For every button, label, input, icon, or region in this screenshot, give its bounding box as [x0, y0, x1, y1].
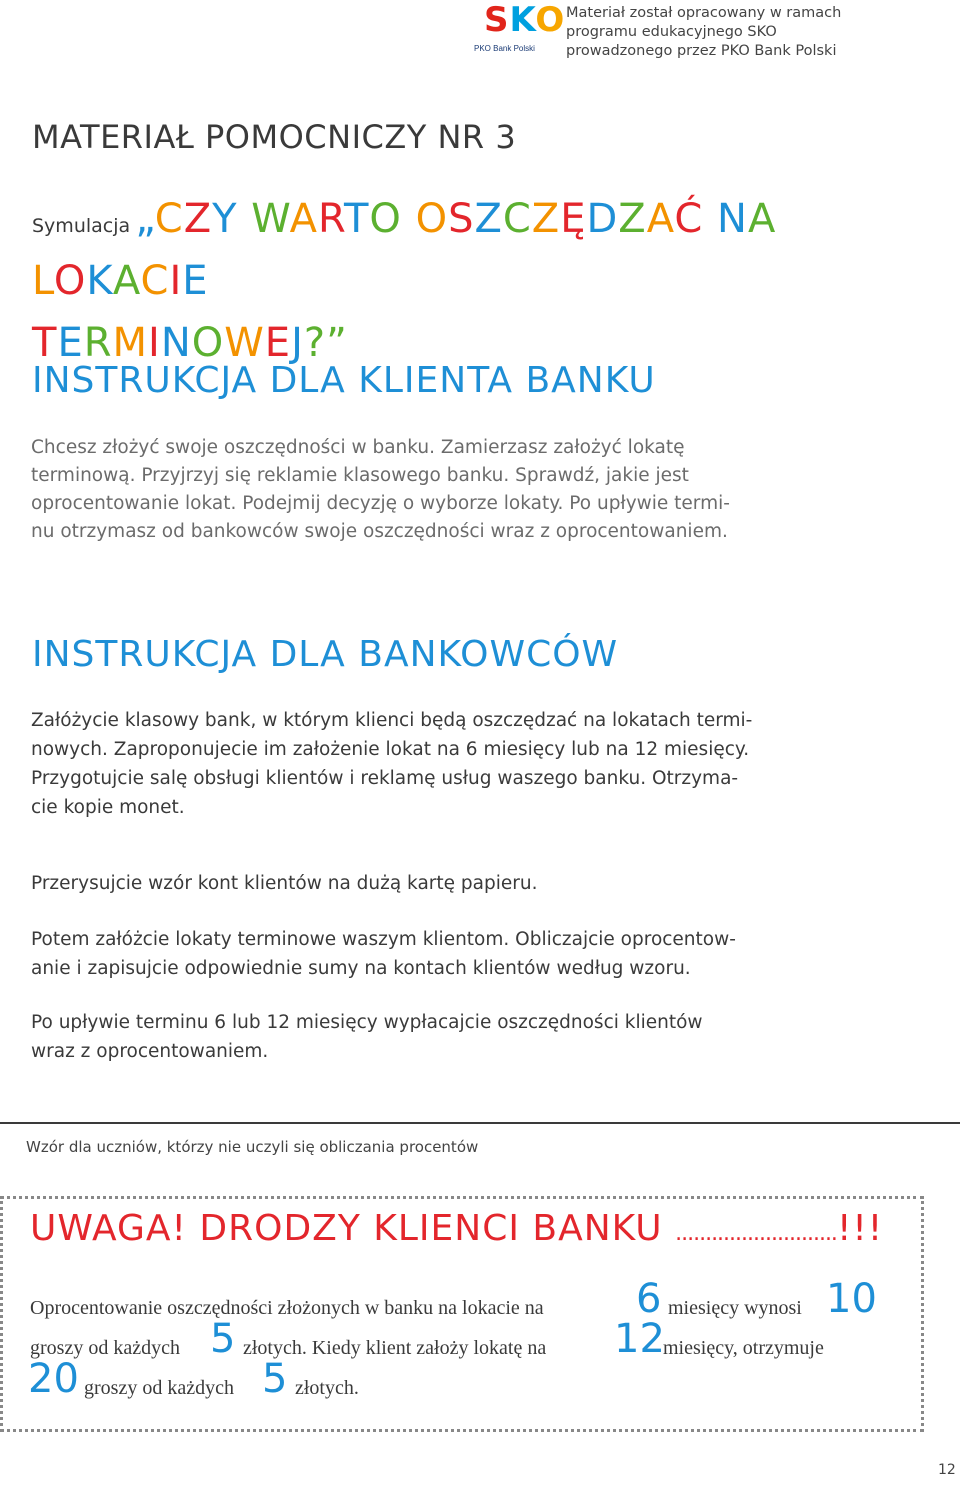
text-line: Przygotujcie salę obsługi klientów i reklamę usług waszego banku. Otrzyma-: [31, 768, 739, 789]
template-line-3b: złotych.: [295, 1377, 359, 1399]
title-letter: O: [191, 320, 225, 366]
text-line: Potem załóżcie lokaty terminowe waszym klientom. Obliczajcie oprocentow-: [31, 929, 736, 950]
title-letter: Ć: [674, 196, 704, 242]
section-divider: [0, 1122, 960, 1124]
title-letter: M: [112, 320, 149, 366]
title-letter: I: [169, 258, 183, 304]
template-heading-text: UWAGA! DRODZY KLIENCI BANKU: [30, 1208, 663, 1249]
simulation-close-quote: ”: [326, 320, 348, 366]
text-line: nowych. Zaproponujecie im założenie lokat na 6 miesięcy lub na 12 miesięcy.: [31, 739, 750, 760]
template-box-right-edge: [921, 1196, 924, 1426]
title-letter: Ę: [560, 196, 587, 242]
title-letter: T: [32, 320, 58, 366]
pko-logo-text: PKO Bank Polski: [474, 44, 535, 53]
page-number: 12: [938, 1462, 956, 1478]
template-number-5: 5: [210, 1316, 236, 1362]
title-letter: Z: [474, 196, 503, 242]
title-letter: E: [264, 320, 292, 366]
text-line: nu otrzymasz od bankowców swoje oszczędności wraz z oprocentowaniem.: [31, 521, 728, 542]
header-note-line: prowadzonego przez PKO Bank Polski: [566, 43, 837, 59]
title-letter: [703, 196, 717, 242]
title-letter: W: [224, 320, 265, 366]
text-line: Załóżycie klasowy bank, w którym klienci będą oszczędzać na lokatach termi-: [31, 710, 753, 731]
title-letter: W: [251, 196, 290, 242]
template-number-10: 10: [826, 1276, 877, 1322]
title-letter: N: [160, 320, 192, 366]
banker-paragraph-3: [31, 925, 931, 983]
title-letter: O: [415, 196, 449, 242]
title-letter: R: [318, 196, 344, 242]
title-letter: A: [112, 258, 141, 304]
title-letter: D: [586, 196, 619, 242]
template-line-2c: miesięcy, otrzymuje: [663, 1337, 824, 1359]
template-line-3a: groszy od każdych: [84, 1377, 234, 1399]
title-letter: T: [343, 196, 370, 242]
title-letter: [402, 196, 416, 242]
simulation-title-block: [32, 188, 932, 374]
simulation-label: Symulacja: [32, 215, 131, 237]
header-note-line: Materiał został opracowany w ramach: [566, 5, 842, 21]
title-letter: S: [448, 196, 475, 242]
header-note: [566, 4, 866, 61]
text-line: anie i zapisujcie odpowiednie sumy na kontach klientów według wzoru.: [31, 958, 691, 979]
template-heading-exclaim: !!!: [836, 1208, 884, 1249]
text-line: oprocentowanie lokat. Podejmij decyzję o wyborze lokaty. Po upływie termi-: [31, 493, 730, 514]
title-letter: E: [57, 320, 84, 366]
title-letter: J: [291, 320, 304, 366]
title-letter: C: [140, 258, 170, 304]
text-line: cie kopie monet.: [31, 797, 185, 818]
text-line: wraz z oprocentowaniem.: [31, 1041, 269, 1062]
title-letter: ?: [303, 320, 327, 366]
template-number-12: 12: [614, 1316, 665, 1362]
title-letter: A: [646, 196, 675, 242]
banker-paragraph-2: Przerysujcie wzór kont klientów na dużą kartę papieru.: [31, 873, 538, 894]
title-letter: Z: [618, 196, 647, 242]
title-letter: Z: [183, 196, 213, 242]
title-letter: C: [154, 196, 184, 242]
simulation-open-quote: „: [135, 196, 155, 242]
template-line-1b: miesięcy wynosi: [668, 1297, 802, 1319]
template-line-2b: złotych. Kiedy klient założy lokatę na: [243, 1337, 547, 1359]
title-letter: Z: [531, 196, 561, 242]
title-letter: O: [53, 258, 87, 304]
template-box-left-edge: [0, 1196, 3, 1426]
title-letter: O: [369, 196, 402, 242]
template-line-1a: Oprocentowanie oszczędności złożonych w banku na lokacie na: [30, 1297, 544, 1319]
template-number-20: 20: [28, 1356, 79, 1402]
title-letter: I: [148, 320, 161, 366]
title-letter: Y: [212, 196, 238, 242]
template-heading: [30, 1208, 883, 1249]
header-note-line: programu edukacyjnego SKO: [566, 24, 777, 40]
banker-paragraph-1: [31, 706, 931, 822]
template-heading-blank: ...........................: [675, 1221, 837, 1246]
title-letter: A: [747, 196, 777, 242]
title-letter: A: [289, 196, 319, 242]
template-number-5: 5: [262, 1356, 288, 1402]
title-letter: K: [86, 258, 113, 304]
banker-paragraph-4: [31, 1008, 931, 1066]
template-label: Wzór dla uczniów, którzy nie uczyli się obliczania procentów: [26, 1138, 479, 1156]
title-letter: C: [502, 196, 532, 242]
text-line: Po upływie terminu 6 lub 12 miesięcy wypłacajcie oszczędności klientów: [31, 1012, 703, 1033]
sko-logo-mark: SKO: [484, 0, 566, 40]
material-title: MATERIAŁ POMOCNICZY NR 3: [32, 118, 517, 156]
title-letter: E: [182, 258, 209, 304]
text-line: terminową. Przyjrzyj się reklamie klasowego banku. Sprawdź, jakie jest: [31, 465, 689, 486]
title-letter: R: [83, 320, 113, 366]
title-letter: [238, 196, 252, 242]
sko-logo: [474, 0, 566, 62]
banker-instructions-heading: INSTRUKCJA DLA BANKOWCÓW: [32, 634, 619, 675]
client-instructions-text: [31, 434, 931, 546]
title-letter: L: [32, 258, 54, 304]
text-line: Chcesz złożyć swoje oszczędności w banku. Zamierzasz założyć lokatę: [31, 437, 685, 458]
template-number-6: 6: [636, 1276, 662, 1322]
title-letter: N: [717, 196, 748, 242]
client-instructions-heading: INSTRUKCJA DLA KLIENTA BANKU: [32, 360, 656, 401]
template-line-2a: groszy od każdych: [30, 1337, 180, 1359]
